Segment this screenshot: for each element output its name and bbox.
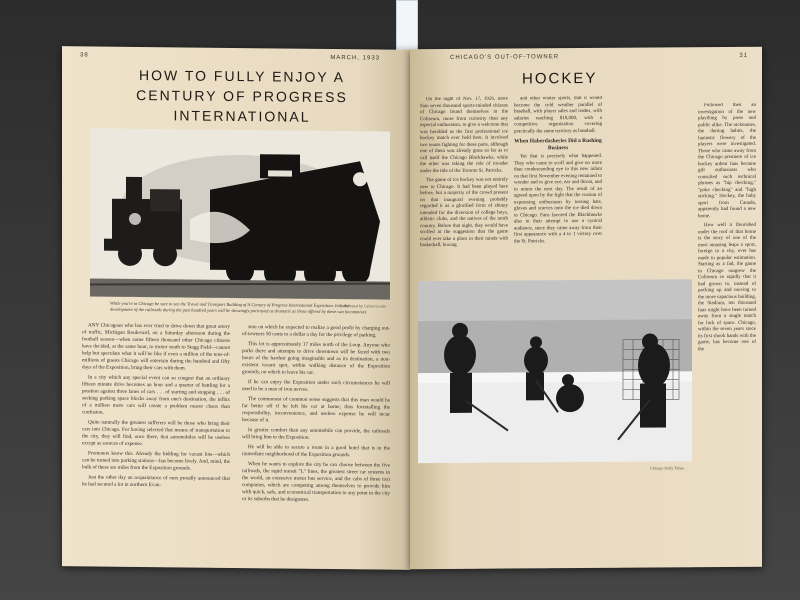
- paragraph: ston on which he expected to realize a good profit by charging out-of-towners 50 cents to a dollar a day for the privilege of parking.: [242, 324, 390, 339]
- paragraph: If he can enjoy the Exposition under such circumstances he will need to be a man of iron nerves.: [242, 379, 390, 393]
- hockey-column-2: [514, 96, 602, 277]
- paragraph: Just the other day an acquaintance of ours proudly announced that he had secured a lot in northern Evan-: [82, 474, 230, 489]
- paragraph: In a city which any special event can so congest that an ordinary fifteen minute drive becomes an hour and a quarter of battling for a position against three lanes of cars . . . of starting and stopping . . . of seeking parking space blocks away from one's destination, the influx of a million more cars will create a problem nearer chaos than confusion.: [82, 374, 230, 416]
- title-line-1: HOW TO FULLY ENJOY A: [139, 66, 345, 86]
- paragraph: On the night of Nov. 17, 1926, more than seven thousand sports-minded citizens of Chicago found themselves in the Coliseum, more from curiosity than any especial enthusiasm, to give a welcome that was heralded as the first professional ice hockey match ever held here. It involved two teams fighting for these parts, although one of them was already gone so far as to call itself the Chicago Blackhawks, while the other was taking the role of invader under the title of the Toronto St. Patricks.: [420, 96, 508, 174]
- running-header: CHICAGO'S OUT-OF-TOWNER: [450, 54, 560, 61]
- paragraph: The commonest of common sense suggests that this man would be far better off if he left his car at home; thus forestalling the responsibility, inconvenience, and useless expense he will incur because of it.: [242, 396, 390, 424]
- paragraph: The game of ice hockey was not entirely new to Chicago. It had been played here before, but a majority of the crowd present on that inaugural evening probably regarded it as a glorified form of shinny intended for the diversion of college boys, athletic clubs, and the natives of the north country. Before that night, they would have scoffed at the suggestion that the game could ever take a place in their minds with basketball, boxing: [420, 177, 508, 249]
- body-column-1: [82, 322, 230, 564]
- paragraph: and other winter sports, that it would become the cold weather parallel of baseball, with player sales and trades, with salaries reaching $10,000, with a competitive organization covering practically the same territory as baseball.: [514, 95, 602, 135]
- title-line-2: CENTURY OF PROGRESS INTERNATIONAL: [136, 86, 348, 125]
- price-tag-sticker: [396, 0, 418, 52]
- paragraph: When he wants to explore the city he can choose between the five railroads, the rapid transit "L" lines, the greatest street car systems in the world, an extensive motor bus service, and the cabs of three taxi companies, which are competing among themselves to provide him with quick, safe, and economical transportation to any point in the city or its suburbs that he designates.: [242, 461, 390, 503]
- subheading: When Haberdasheries Did a Rushing Business: [514, 137, 602, 151]
- page-number-left: 38: [80, 52, 89, 59]
- body-column-2: [242, 324, 390, 566]
- left-page: [62, 46, 410, 570]
- issue-date: MARCH, 1933: [330, 54, 380, 62]
- paragraph: Quite naturally the greatest sufferers will be those who bring their cars into Chicago. For having selected that means of transportation to the city, they will find, once there, that automobiles will be useless except as sources of expense.: [82, 419, 230, 448]
- right-page: [410, 47, 762, 569]
- hockey-column-1: [420, 97, 508, 278]
- paragraph: In greater comfort than any automobile can provide, the railroads will bring him to the Exposition.: [242, 427, 390, 441]
- magazine-spread: [62, 48, 762, 570]
- photo-credit: Contributed by Calvin Goods: [338, 303, 386, 309]
- paragraph: How well it flourished under the roof of that home is the story of one of the most amazing leaps a sport, foreign to a city, ever has made in popular estimation. Starting as a fad, the game in Chicago outgrew the Coliseum so rapidly that it had grown to, instead of packing up and moving to the more capacious building, the Stadium, ten thousand fans might have been turned away from a single match for lack of space. Chicago, within the seven years since its first shook hands with the game, has become one of the: [698, 222, 756, 352]
- paragraph: Promoters know this. Already the bidding for vacant lots—which can be turned into parking stations—has become lively. And, mind, the bulk of these are miles from the Exposition grounds.: [82, 450, 230, 472]
- article-body: [82, 322, 392, 565]
- photo-caption: While you're in Chicago be sure to see the Travel and Transport Building of A Century of Progress International Exposition. In it the development of the railroads during the past hundred years will be showingly portrayed as dramatic as those offered by these two locomotives: [110, 300, 367, 314]
- paragraph: He will be able to secure a room in a good hotel that is in the immediate neighborhood of the Exposition grounds.: [242, 444, 390, 459]
- locomotives-photo: [90, 128, 390, 299]
- paragraph: This lot is approximately 17 miles north of the Loop. Anyone who parks there and attempts to drive downtown will be faced with two hours of the hardest going imaginable and as its destination, a non-existent vacant spot, within walking distance of the Exposition grounds, on which to leave his car.: [242, 341, 390, 376]
- paragraph: Yet that is precisely what happened. They who came to scoff and give no more than condescending eye to this new infant on that first November evening remained to wonder and to give eye, ear and throat, and to return the next day. The result of an agreed upon by the fight that the custom of expressing enthusiasm by tossing hats, gloves and scarves onto the ice died down to Chicago. Fans favored the Blackhawks also in their attempt to use a cynical audience, since they came away from their first appearance with a 4 to 1 victory over the St. Patricks.: [514, 153, 602, 245]
- paragraph: Followed then an investigation of the new plaything by press and public alike. The nicknames, the darting habits, the fantastic flowery of the players were investigated. Those who came away from the Chicago premiere of ice hockey ardent fans became gift enthusiasts who consulted such technical phrases as "hip checking," "poke checking" and "high sticking." Hockey, the baby sport from Canada, apparently had found a new home.: [698, 102, 756, 219]
- paragraph: ANY Chicagoan who has ever tried to drive down that great artery of traffic, Michigan Boulevard, on a Saturday afternoon during the football season—when some fifteen thousand other Chicago citizens have decided, at the same hour, to motor south to Stagg Field—cannot help but speculate what it will be like if even a million of the tens-of-millions of guests Chicago will entertain during the hundred and fifty days of the Exposition, bring their cars with them.: [82, 322, 230, 372]
- page-number-right: 31: [739, 52, 748, 59]
- hockey-title: HOCKEY: [522, 69, 598, 88]
- hockey-photo-credit: Chicago Daily Times: [650, 465, 685, 471]
- hockey-photo: [418, 279, 692, 463]
